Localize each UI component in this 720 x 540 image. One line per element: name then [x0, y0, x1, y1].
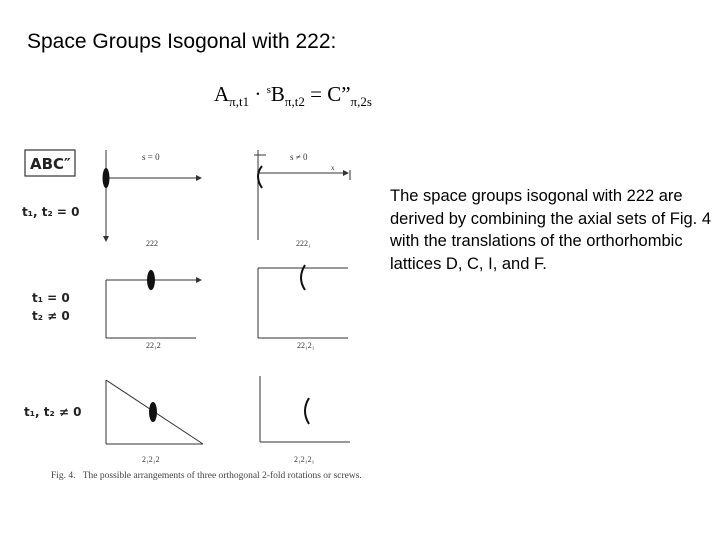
- top-label-s0: s = 0: [142, 152, 160, 162]
- top-label-s1: s ≠ 0: [290, 152, 308, 162]
- panel-label-222: 222: [146, 239, 158, 248]
- formula-b-sup: s: [266, 84, 271, 96]
- row-label-3: t₁, t₂ ≠ 0: [24, 405, 82, 419]
- formula-a-sub: π,t1: [229, 94, 250, 110]
- panel-label-2212: 22₁2: [146, 341, 161, 350]
- row-label-2a: t₁ = 0: [32, 291, 70, 305]
- formula-b: B: [270, 82, 285, 106]
- formula: [214, 82, 372, 110]
- caption-prefix: Fig. 4.: [51, 471, 76, 481]
- rotation-axis-marker: [147, 270, 155, 290]
- row-label-1: t₁, t₂ = 0: [22, 205, 80, 219]
- formula-eq: =: [304, 82, 328, 106]
- panel-2221: [254, 150, 350, 240]
- screw-axis-marker: [305, 398, 309, 424]
- panel-label-22121: 22₁2₁: [297, 341, 315, 350]
- screw-axis-marker: [258, 166, 262, 188]
- panel-212121: [260, 376, 350, 442]
- rotation-axis-marker: [149, 402, 157, 422]
- formula-b-sub: π,t2: [284, 94, 305, 110]
- figure-caption: [51, 471, 362, 481]
- panel-22121: [258, 265, 348, 338]
- panel-label-21212: 2₁2₁2: [142, 455, 160, 464]
- rotation-axis-marker: [103, 168, 110, 188]
- row-label-2b: t₂ ≠ 0: [32, 309, 70, 323]
- corner-label: ABC″: [30, 155, 71, 173]
- formula-c: C”: [327, 82, 351, 106]
- caption-text: The possible arrangements of three orthogonal 2-fold rotations or screws.: [82, 471, 362, 481]
- axis-label-x: x: [331, 164, 335, 172]
- panel-label-2221: 222₁: [296, 239, 311, 248]
- panel-21212: [106, 380, 203, 444]
- formula-c-sub: π,2s: [350, 94, 372, 110]
- panel-2212: [106, 270, 202, 338]
- panel-label-212121: 2₁2₁2₁: [294, 455, 315, 464]
- screw-axis-marker: [301, 265, 305, 290]
- panel-222: [103, 150, 203, 242]
- figure-4: [18, 140, 388, 475]
- slide-title: Space Groups Isogonal with 222:: [27, 30, 337, 53]
- formula-a: A: [214, 82, 230, 106]
- formula-dot: ·: [249, 82, 267, 106]
- description-text: The space groups isogonal with 222 are derived by combining the axial sets of Fig. 4 with the translations of the orthorhombic lattices D, C, I, and F.: [390, 187, 712, 273]
